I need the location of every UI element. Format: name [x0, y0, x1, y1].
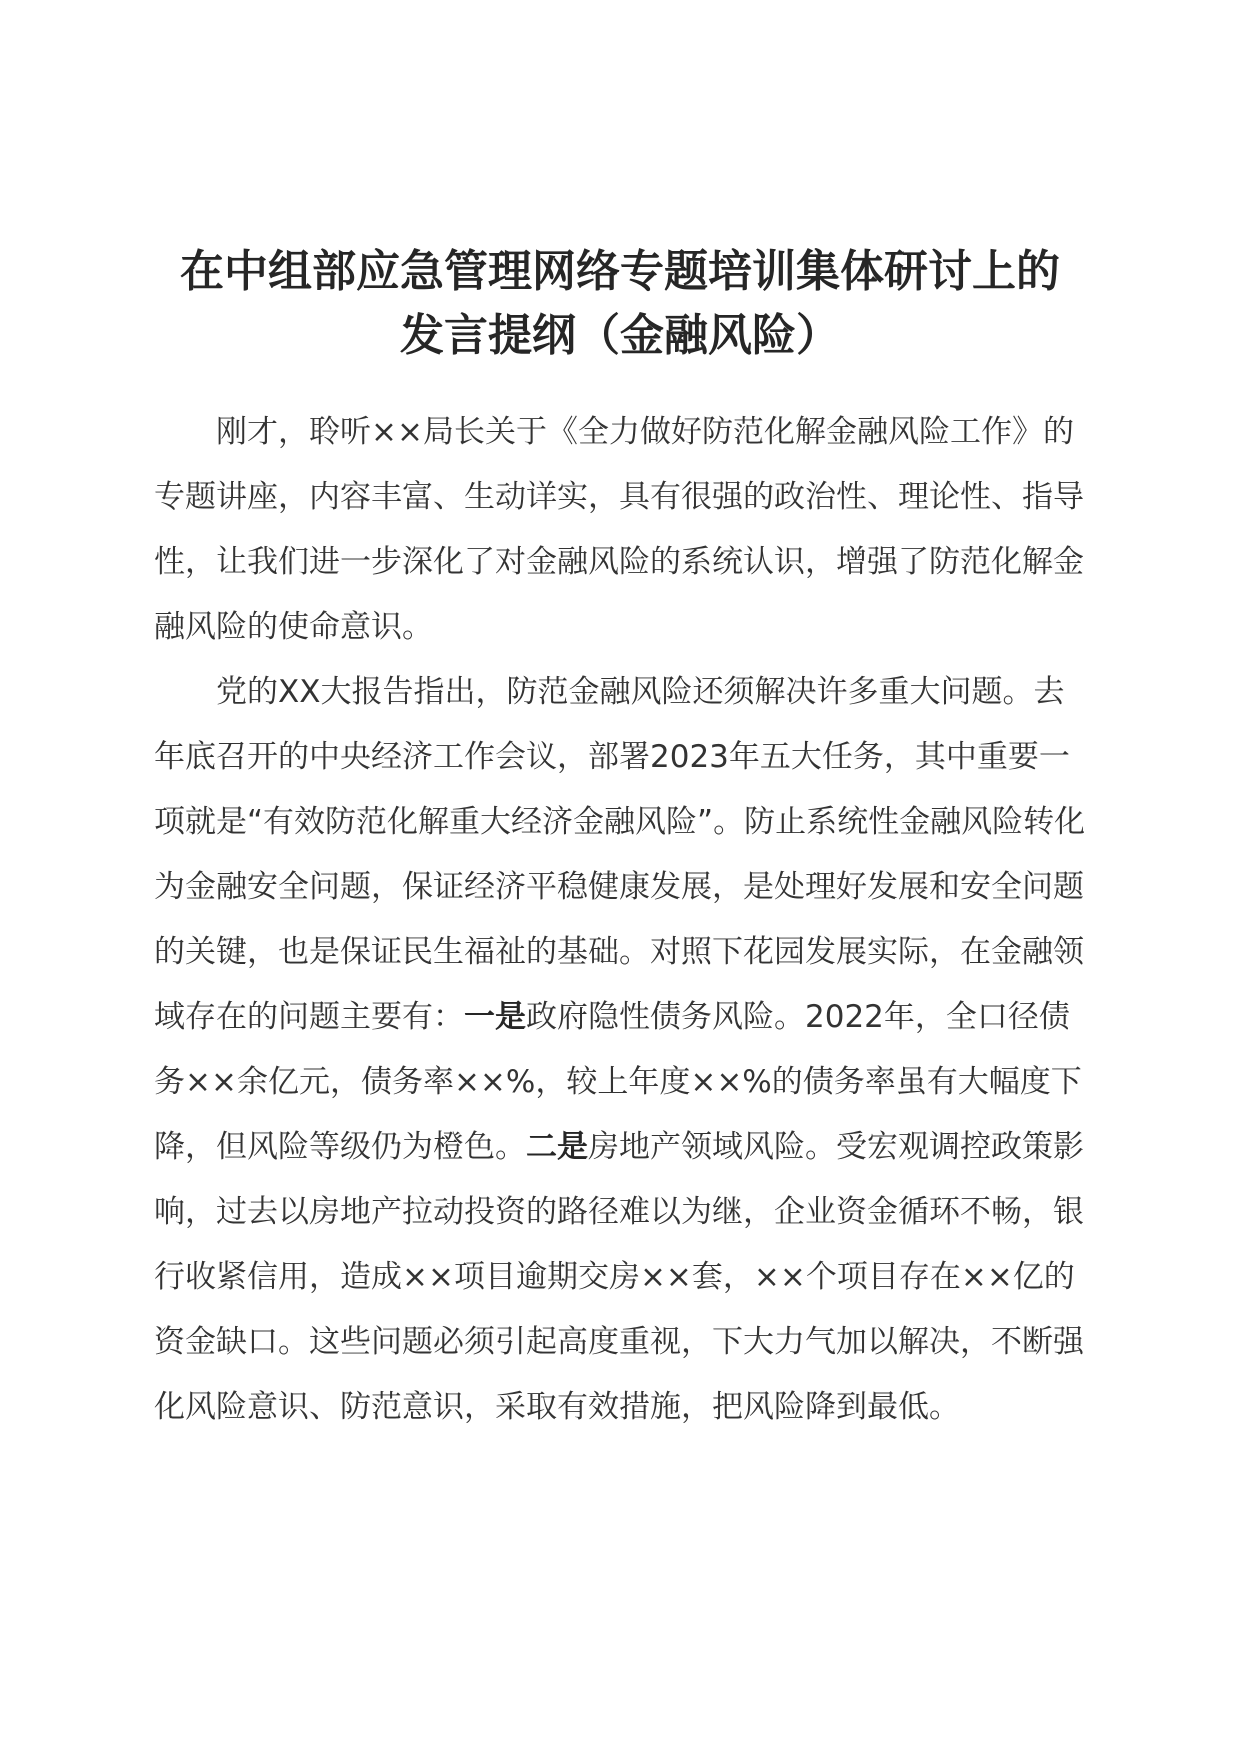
- title-line-2: 发言提纲（金融风险）: [400, 310, 840, 361]
- paragraph-problems-text-2: 政府隐性债务风险。2022年，全口径债务××余亿元，债务率××%，较上年度××%的债务率虽有大幅度下降，但风险等级仍为橙色。: [154, 999, 1082, 1165]
- paragraph-problems-text-1: 党的XX大报告指出，防范金融风险还须解决许多重大问题。去年底召开的中央经济工作会议，部署2023年五大任务，其中重要一项就是“有效防范化解重大经济金融风险”。防止系统性金融风险转化为金融安全问题，保证经济平稳健康发展，是处理好发展和安全问题的关键，也是保证民生福祉的基础。对照下花园发展实际，在金融领域存在的问题主要有：: [154, 674, 1086, 1035]
- paragraph-problems: [154, 660, 1094, 1440]
- document-body: [154, 400, 1094, 1440]
- title-line-1: 在中组部应急管理网络专题培训集体研讨上的: [180, 246, 1060, 297]
- point-two-label: 二是: [526, 1129, 588, 1165]
- paragraph-problems-text-3: 房地产领域风险。受宏观调控政策影响，过去以房地产拉动投资的路径难以为继，企业资金循环不畅，银行收紧信用，造成××项目逾期交房××套，××个项目存在××亿的资金缺口。这些问题必须引起高度重视，下大力气加以解决，不断强化风险意识、防范意识，采取有效措施，把风险降到最低。: [154, 1129, 1084, 1425]
- document-title: [150, 240, 1090, 368]
- point-one-label: 一是: [464, 999, 526, 1035]
- paragraph-intro: 刚才，聆听××局长关于《全力做好防范化解金融风险工作》的专题讲座，内容丰富、生动详实，具有很强的政治性、理论性、指导性，让我们进一步深化了对金融风险的系统认识，增强了防范化解金融风险的使命意识。: [154, 414, 1084, 645]
